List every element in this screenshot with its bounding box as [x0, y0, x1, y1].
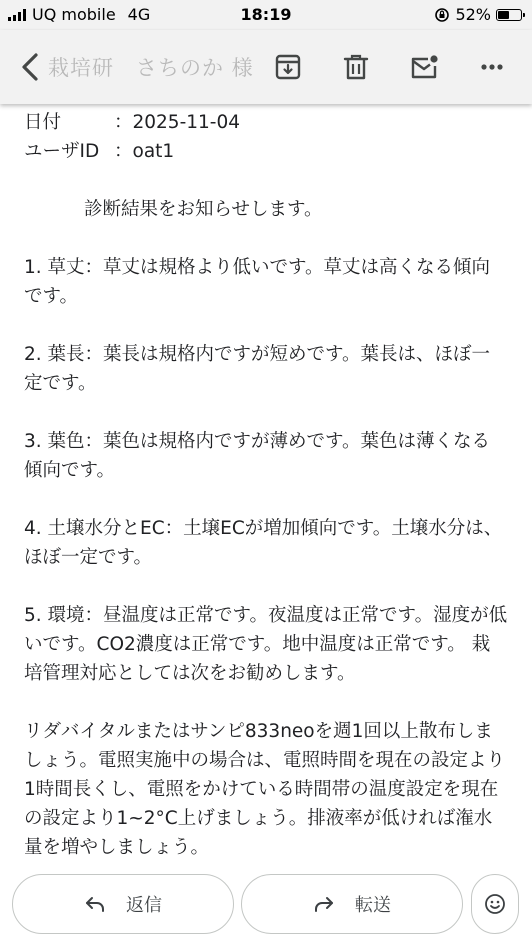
user-label: ユーザID — [24, 141, 100, 162]
bottom-action-bar — [0, 862, 532, 947]
email-body — [24, 104, 508, 862]
more-options-button[interactable] — [476, 51, 508, 83]
reply-icon — [84, 893, 106, 915]
forward-icon — [313, 893, 335, 915]
battery-percent: 52% — [455, 5, 491, 24]
status-bar-right — [434, 5, 522, 24]
app-bar — [0, 30, 532, 104]
back-button[interactable] — [14, 50, 48, 84]
reply-button[interactable] — [12, 874, 234, 934]
recommendation-text: リダバイタルまたはサンピ833neoを週1回以上散布しましょう。電照実施中の場合は、電照時間を現在の設定より1時間長くし、電照をかけている時間帯の温度設定を現在の設定より1~2°C上げましょう。排液率が低ければ潅水量を増やしましょう。 — [24, 721, 506, 858]
delete-button[interactable] — [340, 51, 372, 83]
orientation-lock-icon — [434, 7, 450, 23]
date-value: ：2025-11-04 — [114, 112, 241, 133]
forward-button[interactable] — [241, 874, 463, 934]
date-row — [24, 108, 508, 137]
clock: 18:19 — [240, 5, 292, 24]
forward-label: 転送 — [355, 895, 391, 916]
trash-icon — [342, 53, 370, 81]
date-label: 日付 — [24, 112, 62, 133]
archive-icon — [274, 53, 302, 81]
carrier-label: UQ mobile — [32, 5, 116, 24]
diagnosis-item-leaf-color: 3. 葉色：葉色は規格内ですが薄めです。葉色は薄くなる傾向です。 — [24, 431, 491, 481]
emoji-reaction-button[interactable] — [471, 874, 519, 934]
diagnosis-item-environment: 5. 環境：昼温度は正常です。夜温度は正常です。湿度が低いです。CO2濃度は正常です。地中温度は正常です。 栽培管理対応としては次をお勧めします。 — [24, 605, 508, 684]
diagnosis-item-leaf-length: 2. 葉長：葉長は規格内ですが短めです。葉長は、ほぼ一定です。 — [24, 344, 491, 394]
smiley-icon — [484, 893, 506, 915]
more-vert-icon — [478, 53, 506, 81]
reply-label: 返信 — [126, 895, 162, 916]
diagnosis-item-soil: 4. 土壌水分とEC：土壌ECが増加傾向です。土壌水分は、ほぼ一定です。 — [24, 518, 503, 568]
battery-icon — [496, 9, 522, 21]
email-subject: 栽培研 さちのか 様 — [48, 56, 254, 80]
user-value: ：oat1 — [114, 141, 175, 162]
diagnosis-item-height: 1. 草丈：草丈は規格より低いです。草丈は高くなる傾向です。 — [24, 257, 491, 307]
user-row — [24, 137, 508, 166]
mark-unread-button[interactable] — [408, 51, 440, 83]
network-label: 4G — [127, 5, 151, 24]
mark-unread-icon — [409, 53, 439, 81]
back-arrow-icon — [14, 50, 48, 84]
status-bar — [0, 0, 532, 30]
battery-level — [498, 11, 509, 19]
archive-button[interactable] — [272, 51, 304, 83]
intro-text: 診断結果をお知らせします。 — [84, 199, 323, 220]
